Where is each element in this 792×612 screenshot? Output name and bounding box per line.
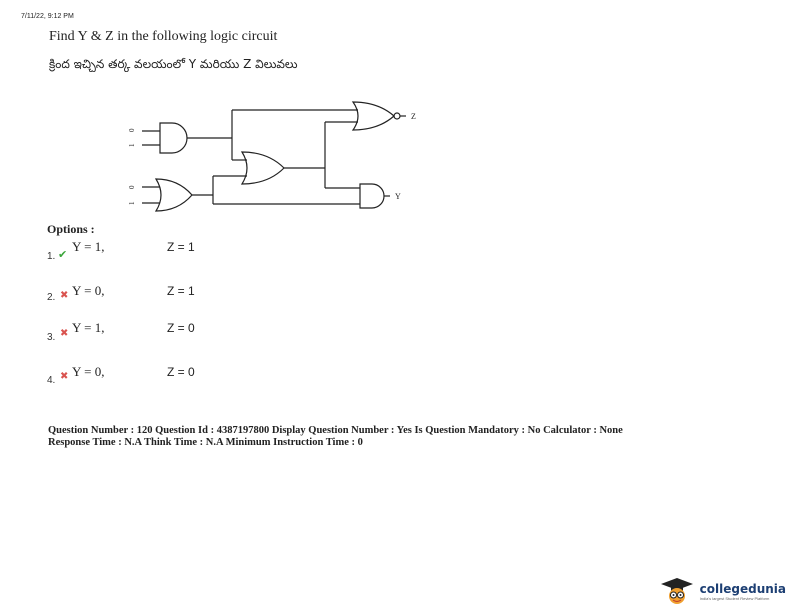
brand-watermark [657, 576, 786, 606]
brand-name: collegedunia [699, 581, 786, 596]
metadata-line-2: Response Time : N.A Think Time : N.A Minimum Instruction Time : 0 [48, 437, 363, 448]
options-label: Options : [47, 222, 95, 236]
option-3[interactable] [45, 318, 215, 346]
or-gate [353, 102, 394, 130]
option-1[interactable] [45, 236, 215, 264]
option-number: 1. [47, 251, 56, 262]
option-z-value: Z = 1 [167, 284, 195, 298]
metadata-line-1: Question Number : 120 Question Id : 4387197800 Display Question Number : Yes Is Question Mandatory : No Calculator : None [48, 425, 623, 436]
option-z-value: Z = 1 [167, 240, 195, 254]
question-metadata [48, 425, 748, 449]
output-label-z: Z [411, 112, 416, 121]
input-label: 0 [128, 128, 136, 132]
incorrect-cross-icon: ✖ [60, 328, 69, 339]
option-number: 3. [47, 332, 56, 343]
or-gate [156, 179, 192, 211]
correct-check-icon: ✔ [58, 248, 68, 261]
input-label: 0 [128, 185, 136, 189]
option-y-value: Y = 1, [72, 320, 105, 335]
option-2[interactable] [45, 280, 215, 308]
option-z-value: Z = 0 [167, 321, 195, 335]
output-label-y: Y [395, 192, 401, 201]
option-number: 2. [47, 292, 56, 303]
timestamp: 7/11/22, 9:12 PM [21, 13, 74, 20]
input-label: 1 [128, 201, 136, 205]
and-gate [360, 184, 384, 208]
option-4[interactable] [45, 362, 215, 390]
question-text-telugu: క్రింద ఇచ్చిన తర్క వలయంలో Y మరియు Z విలువలు [49, 57, 298, 71]
option-y-value: Y = 0, [72, 283, 105, 298]
or-gate [242, 152, 284, 184]
option-number: 4. [47, 375, 56, 386]
incorrect-cross-icon: ✖ [60, 290, 69, 301]
graduate-mascot-icon [657, 576, 697, 606]
input-label: 1 [128, 143, 136, 147]
logic-circuit-diagram [110, 92, 440, 222]
question-text-english: Find Y & Z in the following logic circuit [49, 29, 278, 44]
and-gate [160, 123, 187, 153]
option-y-value: Y = 0, [72, 364, 105, 379]
option-z-value: Z = 0 [167, 365, 195, 379]
option-y-value: Y = 1, [72, 239, 105, 254]
incorrect-cross-icon: ✖ [60, 371, 69, 382]
brand-tagline: India's largest Student Review Platform [699, 595, 770, 601]
